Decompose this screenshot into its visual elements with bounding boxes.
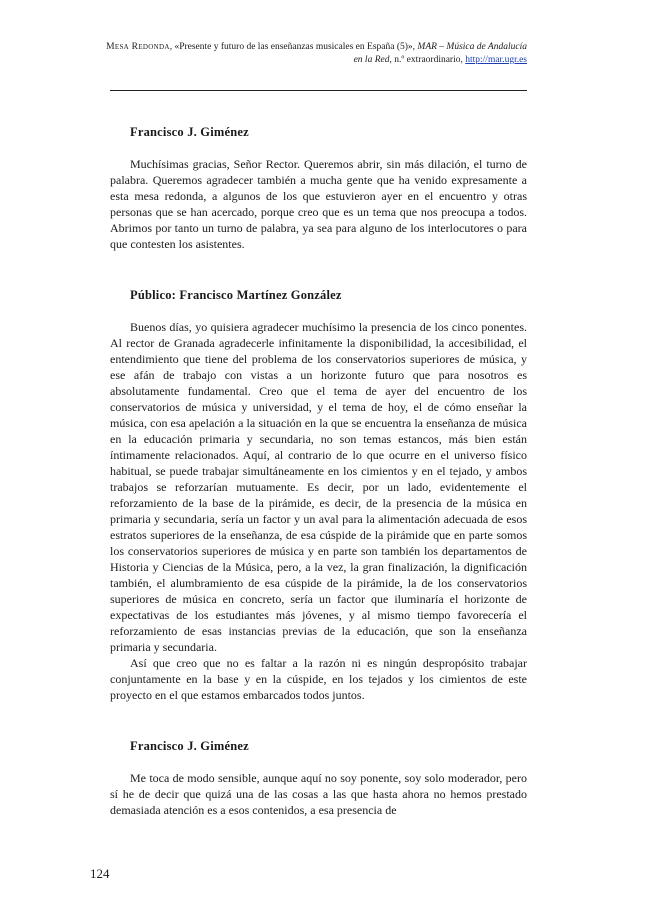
paragraph: Me toca de modo sensible, aunque aquí no soy ponente, soy solo moderador, pero sí he de decir que quizá una de las cosas a las que hasta ahora no hemos prestado demasiada atención es a esos contenidos, a esa presencia de xyxy=(110,771,527,817)
header-divider xyxy=(110,90,527,91)
page-body xyxy=(110,124,527,818)
header-issue: , n.º extraordinario, xyxy=(389,55,466,65)
header-author: Mesa Redonda xyxy=(106,42,170,52)
section-gimenez-2 xyxy=(110,738,527,818)
section-gimenez-1 xyxy=(110,124,527,252)
paragraph: Muchísimas gracias, Señor Rector. Queremos abrir, sin más dilación, el turno de palabra. Queremos agradecer también a mucha gente que ha venido expresamente a esta mesa redonda, a algunos de los que estuvieron ayer en el encuentro y otras personas que se han acercado, porque creo que es un tema que nos preocupa a todos. Abrimos por tanto un turno de palabra, ya sea para alguno de los interlocutores o para que contesten los asistentes. xyxy=(110,157,527,251)
header-journal: MAR – Música de Andalucía en la Red xyxy=(353,42,527,65)
header-title: , «Presente y futuro de las enseñanzas musicales en España (5)», xyxy=(169,42,418,52)
page-number: 124 xyxy=(90,866,110,881)
section-publico xyxy=(110,287,527,703)
running-header xyxy=(100,41,527,67)
speaker-heading: Francisco J. Giménez xyxy=(130,125,249,139)
journal-url-link[interactable]: http://mar.ugr.es xyxy=(465,55,527,65)
speaker-heading: Francisco J. Giménez xyxy=(130,739,249,753)
paragraph: Así que creo que no es faltar a la razón ni es ningún despropósito trabajar conjuntamente en la base y en la cúspide, en los tejados y los cimientos de este proyecto en el que estamos embarcados todos juntos. xyxy=(110,656,527,702)
speaker-heading: Público: Francisco Martínez González xyxy=(130,288,342,302)
paragraph: Buenos días, yo quisiera agradecer muchísimo la presencia de los cinco ponentes. Al rector de Granada agradecerle infinitamente la disponibilidad, la accesibilidad, el entendimiento que tiene del problema de los conservatorios superiores de música, y ese afán de trabajo con vistas a un horizonte futuro que para nosotros es absolutamente fundamental. Creo que el tema de ayer del encuentro de los conservatorios de música y universidad, y el tema de hoy, el de cómo enseñar la música, con esa apelación a la situación en la que se encuentra la enseñanza de música en la educación primaria y secundaria, no son temas estancos, más bien están íntimamente relacionados. Aquí, al contrario de lo que ocurre en el universo físico habitual, se puede trabajar simultáneamente en los cimientos y en el tejado, y ambos trabajos se reforzarían mutuamente. Es decir, por un lado, evidentemente el reforzamiento de la base de la pirámide, es decir, de la presencia de la música en primaria y secundaria, sería un factor y un aval para la alimentación adecuada de esos estratos superiores de la enseñanza, de esa cúspide de la pirámide que en parte somos los conservatorios superiores de música y en parte son también los departamentos de Historia y Ciencias de la Música, pero, a la vez, la gran finalización, la dignificación también, el alumbramiento de esa cúspide de la pirámide, la de los conservatorios superiores de música en concreto, sería un factor que iluminaría el horizonte de expectativas de los estudiantes más jóvenes, y al mismo tiempo favorecería el reforzamiento de esas instancias previas de la educación, que son la enseñanza primaria y secundaria. xyxy=(110,320,527,654)
